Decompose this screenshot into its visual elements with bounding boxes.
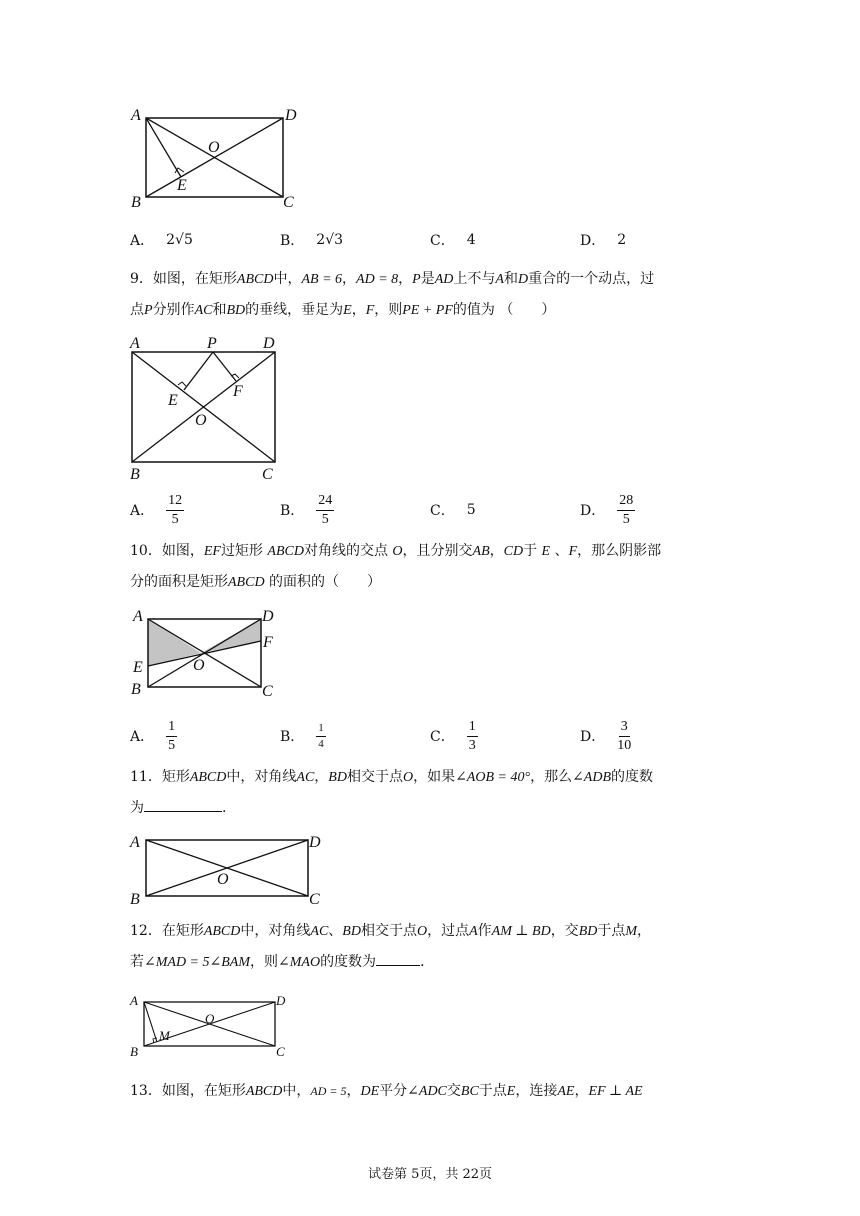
q9-option-c[interactable]: C． 5 <box>430 502 476 519</box>
q10-option-c[interactable]: C． $\frac{1}{3}$ <box>430 719 476 753</box>
answer-blank[interactable] <box>376 951 420 966</box>
label-a: A <box>130 335 140 352</box>
option-value: 2√3 <box>316 232 344 248</box>
label-b: B <box>131 681 141 698</box>
q9-options <box>130 490 740 530</box>
label-e: E <box>177 177 187 194</box>
label-d: D <box>309 834 321 851</box>
label-a: A <box>133 608 143 625</box>
q12-line-1: 12．在矩形ABCD中，对角线AC、BD相交于点O，过点A作AM ⊥ BD，交BD于点M， <box>130 923 652 939</box>
label-a: A <box>131 107 141 124</box>
label-d: D <box>276 993 286 1008</box>
question-10 <box>130 536 740 598</box>
fraction: $\frac{24}{5}$ <box>318 493 333 527</box>
q10-line-2: 分的面积是矩形ABCD 的面积的（ ） <box>130 574 382 590</box>
q9-option-a[interactable]: A． $\frac{12}{5}$ <box>130 493 183 527</box>
segment-am <box>144 1002 157 1042</box>
q9-line-2: 点P分别作AC和BD的垂线，垂足为E，F，则PE + PF的值为 （ ） <box>130 302 556 318</box>
q8-option-d[interactable]: D． 2 <box>580 232 627 249</box>
q9-line-1: 9．如图，在矩形ABCD中，AB = 6，AD = 8，P是AD上不与A和D重合的一个动点，过 <box>130 271 655 287</box>
q10-option-d[interactable]: D． $\frac{3}{10}$ <box>580 719 632 753</box>
label-f: F <box>263 634 273 651</box>
label-p: P <box>207 335 217 352</box>
figure-q8-svg <box>125 104 305 214</box>
option-value: 2√5 <box>166 232 193 248</box>
segment-pe <box>184 352 213 390</box>
label-m: M <box>159 1028 170 1043</box>
label-f: F <box>233 383 243 400</box>
q12-line-2: 若∠MAD = 5∠BAM，则∠MAO的度数为 ． <box>130 947 740 978</box>
label-d: D <box>262 608 274 625</box>
label-o: O <box>208 139 220 156</box>
question-13 <box>130 1076 740 1107</box>
right-angle-mark-e <box>178 382 186 386</box>
q9-option-d[interactable]: D． $\frac{28}{5}$ <box>580 493 634 527</box>
page-footer: 试卷第 5页，共 22页 <box>367 1167 493 1182</box>
option-value: 4 <box>466 232 476 248</box>
segment-ae <box>146 118 181 177</box>
label-c: C <box>309 891 320 908</box>
figure-q12-svg <box>125 990 295 1062</box>
answer-blank[interactable] <box>144 797 222 812</box>
q10-option-b[interactable]: B． $\frac{1}{4}$ <box>280 722 324 750</box>
label-c: C <box>262 466 273 483</box>
figure-q11-svg <box>125 826 335 908</box>
q10-options <box>130 716 740 756</box>
label-d: D <box>285 107 297 124</box>
label-b: B <box>130 1044 138 1059</box>
question-12 <box>130 916 740 978</box>
q8-option-c[interactable]: C． 4 <box>430 232 476 249</box>
question-9 <box>130 264 740 326</box>
label-c: C <box>283 194 294 211</box>
label-b: B <box>131 194 141 211</box>
label-e: E <box>133 659 143 676</box>
option-value: 5 <box>466 502 476 518</box>
q11-line-1: 11．矩形ABCD中，对角线AC，BD相交于点O，如果∠AOB = 40°，那么∠ADB的度数 <box>130 769 654 785</box>
label-o: O <box>217 871 229 888</box>
label-o: O <box>193 657 205 674</box>
figure-q10-svg <box>125 606 285 698</box>
q8-option-b[interactable]: B． 2√3 <box>280 232 344 249</box>
label-e: E <box>168 392 178 409</box>
q10-line-1: 10．如图，EF过矩形 ABCD对角线的交点 O，且分别交AB，CD于 E 、F，那么阴影部 <box>130 543 662 559</box>
label-c: C <box>276 1044 285 1059</box>
figure-q12 <box>125 990 295 1062</box>
q8-option-a[interactable]: A． 2√5 <box>130 232 193 249</box>
figure-q9-svg <box>125 332 285 482</box>
fraction: $\frac{3}{10}$ <box>617 719 632 753</box>
q8-options <box>130 220 740 260</box>
label-c: C <box>262 683 273 700</box>
fraction: $\frac{1}{4}$ <box>318 722 324 750</box>
fraction: $\frac{1}{3}$ <box>468 719 476 753</box>
fraction: $\frac{28}{5}$ <box>619 493 634 527</box>
fraction: $\frac{12}{5}$ <box>168 493 183 527</box>
q10-option-a[interactable]: A． $\frac{1}{5}$ <box>130 719 176 753</box>
figure-q9 <box>125 332 285 482</box>
q11-line-2: 为 . <box>130 793 740 824</box>
label-o: O <box>195 412 207 429</box>
question-11 <box>130 762 740 824</box>
label-b: B <box>130 466 140 483</box>
label-d: D <box>263 335 275 352</box>
figure-q10 <box>125 606 285 698</box>
label-a: A <box>130 993 138 1008</box>
label-b: B <box>130 891 140 908</box>
label-o: O <box>205 1011 215 1026</box>
option-value: 2 <box>617 232 627 248</box>
q13-line-1: 13．如图，在矩形ABCD中，AD = 5，DE平分∠ADC交BC于点E，连接AE，EF ⊥ AE <box>130 1083 643 1099</box>
figure-q8 <box>125 104 305 214</box>
fraction: $\frac{1}{5}$ <box>168 719 176 753</box>
segment-pf <box>213 352 236 381</box>
q9-option-b[interactable]: B． $\frac{24}{5}$ <box>280 493 333 527</box>
label-a: A <box>130 834 140 851</box>
figure-q11 <box>125 826 335 908</box>
